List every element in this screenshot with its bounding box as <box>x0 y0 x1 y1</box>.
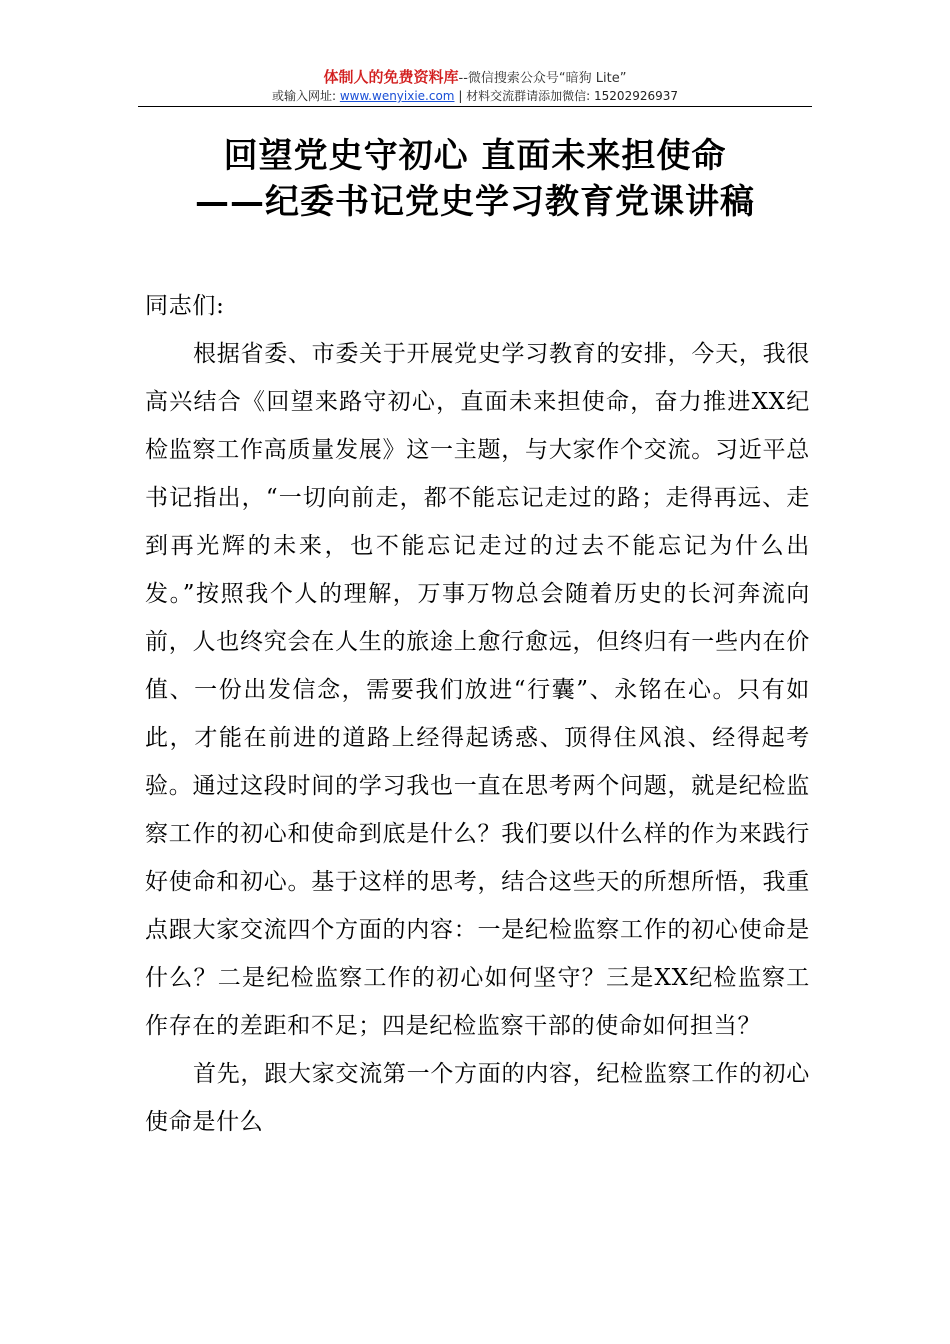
header-brand: 体制人的免费资料库 <box>323 68 459 86</box>
page-header <box>138 68 812 104</box>
header-contact: | 材料交流群请添加微信: 15202926937 <box>454 89 679 103</box>
header-wechat-note: --微信搜索公众号“暗狗 Lite” <box>458 71 627 86</box>
header-promo-line <box>138 68 812 88</box>
header-contact-line <box>138 88 812 104</box>
paragraph-section-one: 首先，跟大家交流第一个方面的内容，纪检监察工作的初心使命是什么 <box>145 1061 810 1135</box>
header-divider <box>138 106 812 107</box>
header-website-link[interactable]: www.wenyixie.com <box>339 89 455 103</box>
document-body <box>145 282 810 1146</box>
document-subtitle: ——纪委书记党史学习教育党课讲稿 <box>195 182 755 222</box>
header-url-prefix: 或输入网址: <box>271 89 340 103</box>
paragraph-intro: 根据省委、市委关于开展党史学习教育的安排，今天，我很高兴结合《回望来路守初心，直面未来担使命，奋力推进XX纪检监察工作高质量发展》这一主题，与大家作个交流。习近平总书记指出，“一切向前走，都不能忘记走过的路；走得再远、走到再光辉的未来，也不能忘记走过的过去不能忘记为什么出发。”按照我个人的理解，万事万物总会随着历史的长河奔流向前，人也终究会在人生的旅途上愈行愈远，但终归有一些内在价值、一份出发信念，需要我们放进“行囊”、永铭在心。只有如此，才能在前进的道路上经得起诱惑、顶得住风浪、经得起考验。通过这段时间的学习我也一直在思考两个问题，就是纪检监察工作的初心和使命到底是什么？我们要以什么样的作为来践行好使命和初心。基于这样的思考，结合这些天的所想所悟，我重点跟大家交流四个方面的内容：一是纪检监察工作的初心使命是什么？二是纪检监察工作的初心如何坚守？三是XX纪检监察工作存在的差距和不足；四是纪检监察干部的使命如何担当？ <box>145 341 810 1039</box>
greeting: 同志们: <box>145 293 225 319</box>
document-title: 回望党史守初心 直面未来担使命 <box>223 136 727 176</box>
